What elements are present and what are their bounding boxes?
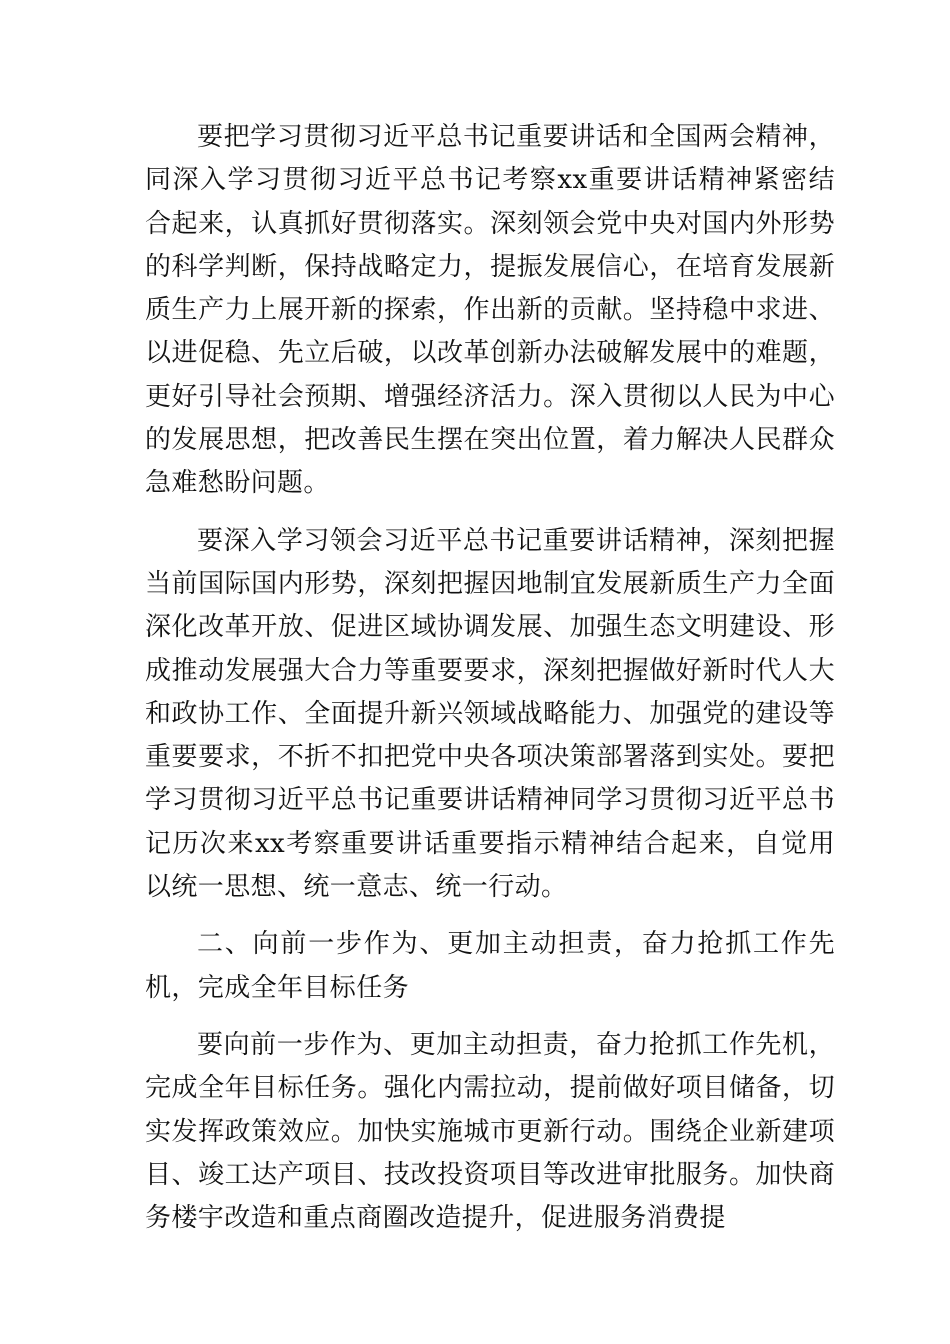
paragraph-3: 要向前一步作为、更加主动担责，奋力抢抓工作先机，完成全年目标任务。强化内需拉动，提前做好项目储备，切实发挥政策效应。加快实施城市更新行动。围绕企业新建项目、竣工达产项目、技改投资项目等改进审批服务。加快商务楼宇改造和重点商圈改造提升，促进服务消费提: [145, 1029, 835, 1234]
document-body: [145, 116, 835, 1254]
section-heading: 二、向前一步作为、更加主动担责，奋力抢抓工作先机，完成全年目标任务: [145, 929, 835, 1003]
paragraph-2: 要深入学习领会习近平总书记重要讲话精神，深刻把握当前国际国内形势，深刻把握因地制宜发展新质生产力全面深化改革开放、促进区域协调发展、加强生态文明建设、形成推动发展强大合力等重要要求，深刻把握做好新时代人大和政协工作、全面提升新兴领域战略能力、加强党的建设等重要要求，不折不扣把党中央各项决策部署落到实处。要把学习贯彻习近平总书记重要讲话精神同学习贯彻习近平总书记历次来xx考察重要讲话重要指示精神结合起来，自觉用以统一思想、统一意志、统一行动。: [145, 525, 835, 903]
paragraph-1: 要把学习贯彻习近平总书记重要讲话和全国两会精神，同深入学习贯彻习近平总书记考察xx重要讲话精神紧密结合起来，认真抓好贯彻落实。深刻领会党中央对国内外形势的科学判断，保持战略定力，提振发展信心，在培育发展新质生产力上展开新的探索，作出新的贡献。坚持稳中求进、以进促稳、先立后破，以改革创新办法破解发展中的难题，更好引导社会预期、增强经济活力。深入贯彻以人民为中心的发展思想，把改善民生摆在突出位置，着力解决人民群众急难愁盼问题。: [145, 122, 835, 499]
